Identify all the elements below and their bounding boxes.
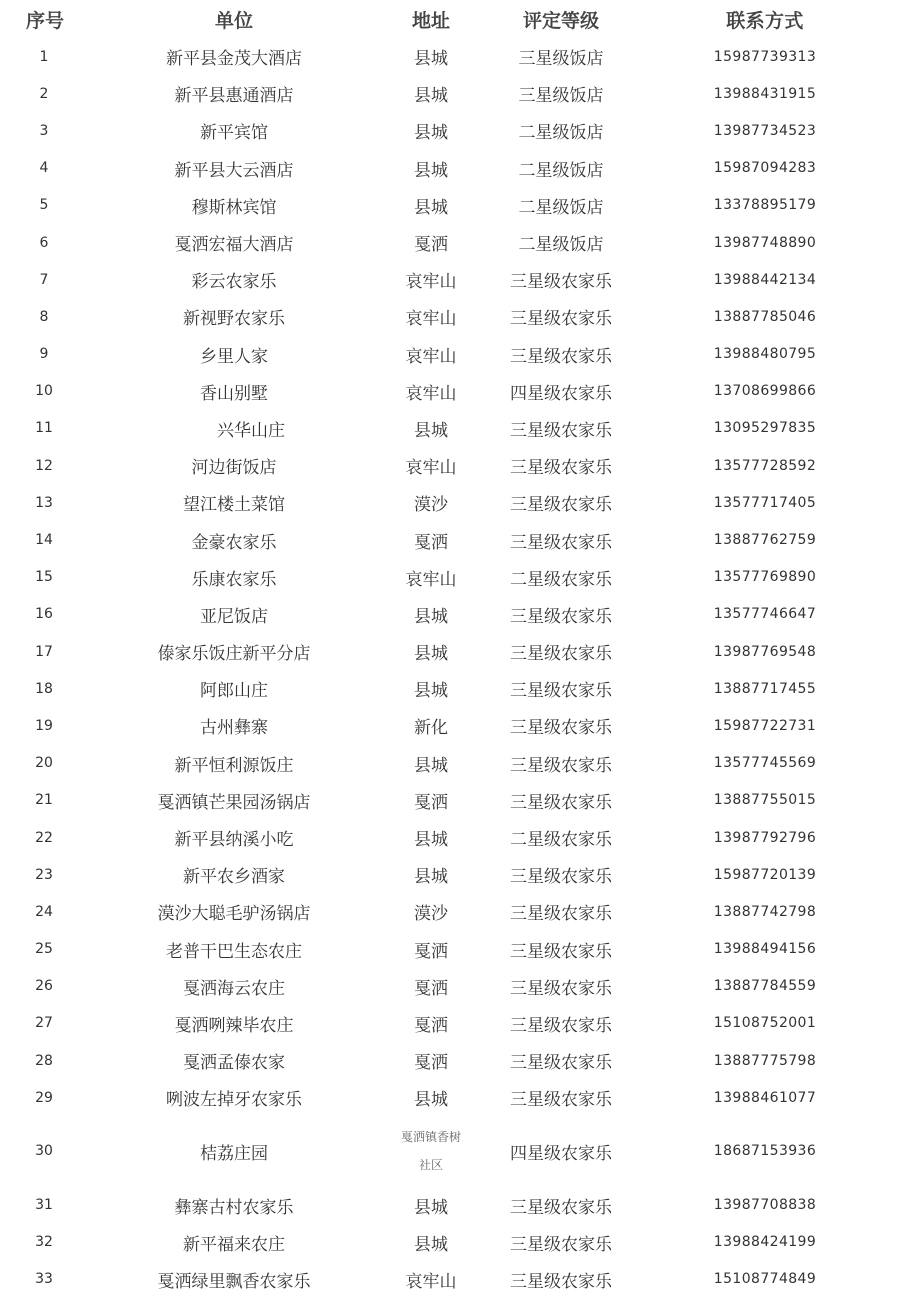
row-contact: 15108752001 [713,1015,817,1032]
row-address: 县城 [414,830,448,851]
row-contact: 13887775798 [713,1052,817,1069]
row-name: 亚尼饭店 [200,606,268,627]
row-address: 县城 [414,420,448,441]
row-no: 14 [35,532,53,549]
row-name: 咧波左掉牙农家乐 [166,1090,302,1111]
table-row [0,1186,900,1223]
header-level: 评定等级 [522,9,599,32]
row-level: 三星级农家乐 [510,1090,612,1111]
row-address: 县城 [414,681,448,702]
row-address: 戛洒 [414,978,448,999]
row-address: 戛洒 [414,941,448,962]
row-name: 彝寨古村农家乐 [174,1197,294,1218]
row-name: 彩云农家乐 [191,272,277,293]
row-name: 新平县惠通酒店 [174,86,294,107]
row-no: 25 [35,941,53,958]
row-no: 4 [39,160,49,177]
table-row [0,745,900,782]
row-name: 兴华山庄 [217,420,285,441]
row-contact: 13987734523 [713,122,817,139]
row-contact: 13887742798 [713,903,817,920]
row-level: 二星级饭店 [518,235,604,256]
row-contact: 13987792796 [713,829,817,846]
header-no: 序号 [25,9,64,32]
row-name: 戛洒咧辣毕农庄 [174,1015,294,1036]
table-row [0,1116,900,1186]
row-no: 23 [35,866,53,883]
row-contact: 13987708838 [713,1197,817,1214]
table-row [0,968,900,1005]
row-address: 县城 [414,644,448,665]
row-contact: 13577746647 [713,606,817,623]
row-contact: 13987748890 [713,234,817,251]
header-contact: 联系方式 [726,9,804,32]
table-row [0,931,900,968]
table-row [0,410,900,447]
row-no: 6 [39,234,49,251]
row-level: 二星级农家乐 [510,830,612,851]
row-address: 哀牢山 [405,272,457,293]
table-header [0,0,900,38]
table-row [0,484,900,521]
row-level: 三星级农家乐 [510,904,612,925]
row-name: 戛洒绿里飘香农家乐 [157,1271,311,1292]
row-no: 17 [35,643,53,660]
row-level: 四星级农家乐 [510,383,612,404]
row-address: 县城 [414,867,448,888]
row-no: 33 [35,1271,53,1288]
row-level: 二星级农家乐 [510,569,612,590]
table-row [0,298,900,335]
row-contact: 13988442134 [713,271,817,288]
table-row [0,633,900,670]
row-level: 三星级农家乐 [510,532,612,553]
row-level: 三星级农家乐 [510,458,612,479]
row-name: 新平县金茂大酒店 [166,49,302,70]
table-row [0,596,900,633]
header-name: 单位 [214,9,253,32]
row-name: 乐康农家乐 [191,569,277,590]
row-address [380,1116,482,1186]
row-contact: 13988424199 [713,1234,817,1251]
row-level: 四星级农家乐 [510,1143,612,1164]
row-no: 20 [35,755,53,772]
table-row [0,893,900,930]
row-no: 13 [35,494,53,511]
row-no: 11 [35,420,53,437]
table-row [0,856,900,893]
row-address: 县城 [414,1197,448,1218]
row-contact: 13577728592 [713,457,817,474]
row-contact: 13887755015 [713,792,817,809]
row-level: 三星级饭店 [518,86,604,107]
table-row [0,1079,900,1116]
row-no: 10 [35,383,53,400]
row-no: 29 [35,1089,53,1106]
row-level: 三星级农家乐 [510,606,612,627]
row-name: 老普干巴生态农庄 [166,941,302,962]
row-address: 戛洒 [414,1015,448,1036]
row-contact: 13577769890 [713,569,817,586]
row-address: 县城 [414,755,448,776]
row-no: 15 [35,569,53,586]
row-level: 三星级农家乐 [510,495,612,516]
row-no: 31 [35,1197,53,1214]
row-contact: 13577745569 [713,755,817,772]
row-level: 三星级农家乐 [510,1197,612,1218]
row-name: 香山别墅 [200,383,268,404]
row-level: 三星级农家乐 [510,718,612,739]
row-address-line2: 社区 [418,1158,443,1173]
table-row [0,38,900,75]
row-level: 二星级饭店 [518,160,604,181]
row-address: 哀牢山 [405,383,457,404]
row-no: 7 [39,271,49,288]
row-level: 二星级饭店 [518,197,604,218]
row-address: 县城 [414,160,448,181]
row-address: 哀牢山 [405,309,457,330]
row-contact: 13887785046 [713,308,817,325]
row-level: 三星级农家乐 [510,309,612,330]
row-no: 16 [35,606,53,623]
row-name: 穆斯林宾馆 [191,197,277,218]
row-address: 县城 [414,1090,448,1111]
row-address-line1: 戛洒镇香树 [400,1130,461,1145]
row-name: 河边街饭店 [191,458,277,479]
row-no: 24 [35,903,53,920]
row-address: 县城 [414,123,448,144]
row-name: 新视野农家乐 [183,309,285,330]
row-name: 漠沙大聪毛驴汤锅店 [157,904,311,925]
row-level: 三星级农家乐 [510,978,612,999]
row-name: 新平农乡酒家 [183,867,285,888]
row-level: 三星级农家乐 [510,1234,612,1255]
row-level: 三星级农家乐 [510,681,612,702]
row-name: 戛洒宏福大酒店 [174,235,294,256]
row-contact: 13887717455 [713,680,817,697]
row-name: 新平县纳溪小吃 [174,830,294,851]
row-no: 12 [35,457,53,474]
row-no: 32 [35,1234,53,1251]
row-level: 三星级农家乐 [510,755,612,776]
row-name: 阿郎山庄 [200,681,268,702]
row-contact: 15987739313 [713,48,817,65]
row-address: 县城 [414,197,448,218]
row-name: 戛洒镇芒果园汤锅店 [157,792,311,813]
row-level: 三星级农家乐 [510,346,612,367]
row-no: 1 [39,48,49,65]
row-name: 新平县大云酒店 [174,160,294,181]
row-no: 21 [35,792,53,809]
row-address: 哀牢山 [405,1271,457,1292]
row-no: 30 [35,1143,53,1160]
table-row [0,819,900,856]
row-address: 戛洒 [414,792,448,813]
row-address: 哀牢山 [405,346,457,367]
row-address: 县城 [414,49,448,70]
row-contact: 13988431915 [713,85,817,102]
row-name: 戛洒海云农庄 [183,978,285,999]
row-name: 戛洒孟傣农家 [183,1053,285,1074]
row-no: 9 [39,346,49,363]
table-row [0,187,900,224]
row-contact: 15987094283 [713,160,817,177]
row-name: 新平宾馆 [200,123,268,144]
row-contact: 13988461077 [713,1089,817,1106]
row-level: 三星级农家乐 [510,867,612,888]
table-row [0,1224,900,1261]
table-row [0,447,900,484]
row-level: 三星级农家乐 [510,420,612,441]
header-address: 地址 [411,9,450,32]
row-level: 三星级农家乐 [510,272,612,293]
row-no: 26 [35,978,53,995]
table-row [0,1042,900,1079]
row-level: 三星级农家乐 [510,644,612,665]
row-address: 县城 [414,1234,448,1255]
row-address: 县城 [414,606,448,627]
row-contact: 13378895179 [713,197,817,214]
row-no: 2 [39,85,49,102]
table-row [0,150,900,187]
row-address: 哀牢山 [405,458,457,479]
table-row [0,707,900,744]
row-contact: 15987720139 [713,866,817,883]
table-row [0,373,900,410]
table-row [0,112,900,149]
row-name: 乡里人家 [200,346,268,367]
row-level: 二星级饭店 [518,123,604,144]
row-address: 戛洒 [414,235,448,256]
row-name: 金豪农家乐 [191,532,277,553]
table-row [0,559,900,596]
row-contact: 13887784559 [713,978,817,995]
row-contact: 15987722731 [713,717,817,734]
row-level: 三星级农家乐 [510,1271,612,1292]
row-contact: 13987769548 [713,643,817,660]
row-address: 戛洒 [414,1053,448,1074]
row-contact: 15108774849 [713,1271,817,1288]
row-address: 哀牢山 [405,569,457,590]
row-no: 8 [39,308,49,325]
row-no: 3 [39,122,49,139]
row-contact: 13095297835 [713,420,817,437]
row-level: 三星级农家乐 [510,1053,612,1074]
row-address: 县城 [414,86,448,107]
row-contact: 13887762759 [713,532,817,549]
row-address: 戛洒 [414,532,448,553]
row-no: 5 [39,197,49,214]
row-contact: 13988494156 [713,941,817,958]
row-level: 三星级农家乐 [510,941,612,962]
table-row [0,336,900,373]
row-contact: 13577717405 [713,494,817,511]
row-address: 漠沙 [414,495,448,516]
row-no: 19 [35,717,53,734]
row-address: 漠沙 [414,904,448,925]
row-level: 三星级饭店 [518,49,604,70]
row-name: 桔荔庄园 [200,1143,268,1164]
row-name: 傣家乐饭庄新平分店 [157,644,311,665]
row-no: 18 [35,680,53,697]
row-no: 22 [35,829,53,846]
row-no: 27 [35,1015,53,1032]
row-name: 古州彝寨 [200,718,268,739]
table-row [0,261,900,298]
row-name: 望江楼土菜馆 [183,495,285,516]
row-no: 28 [35,1052,53,1069]
row-contact: 13988480795 [713,346,817,363]
row-contact: 18687153936 [713,1143,817,1160]
table-row [0,782,900,819]
row-address: 新化 [414,718,448,739]
row-name: 新平恒利源饭庄 [174,755,294,776]
table-row [0,670,900,707]
row-level: 三星级农家乐 [510,1015,612,1036]
table-row [0,224,900,261]
row-name: 新平福来农庄 [183,1234,285,1255]
table-row [0,75,900,112]
table-row [0,1261,900,1298]
table-row [0,521,900,558]
row-contact: 13708699866 [713,383,817,400]
row-level: 三星级农家乐 [510,792,612,813]
table-row [0,1005,900,1042]
